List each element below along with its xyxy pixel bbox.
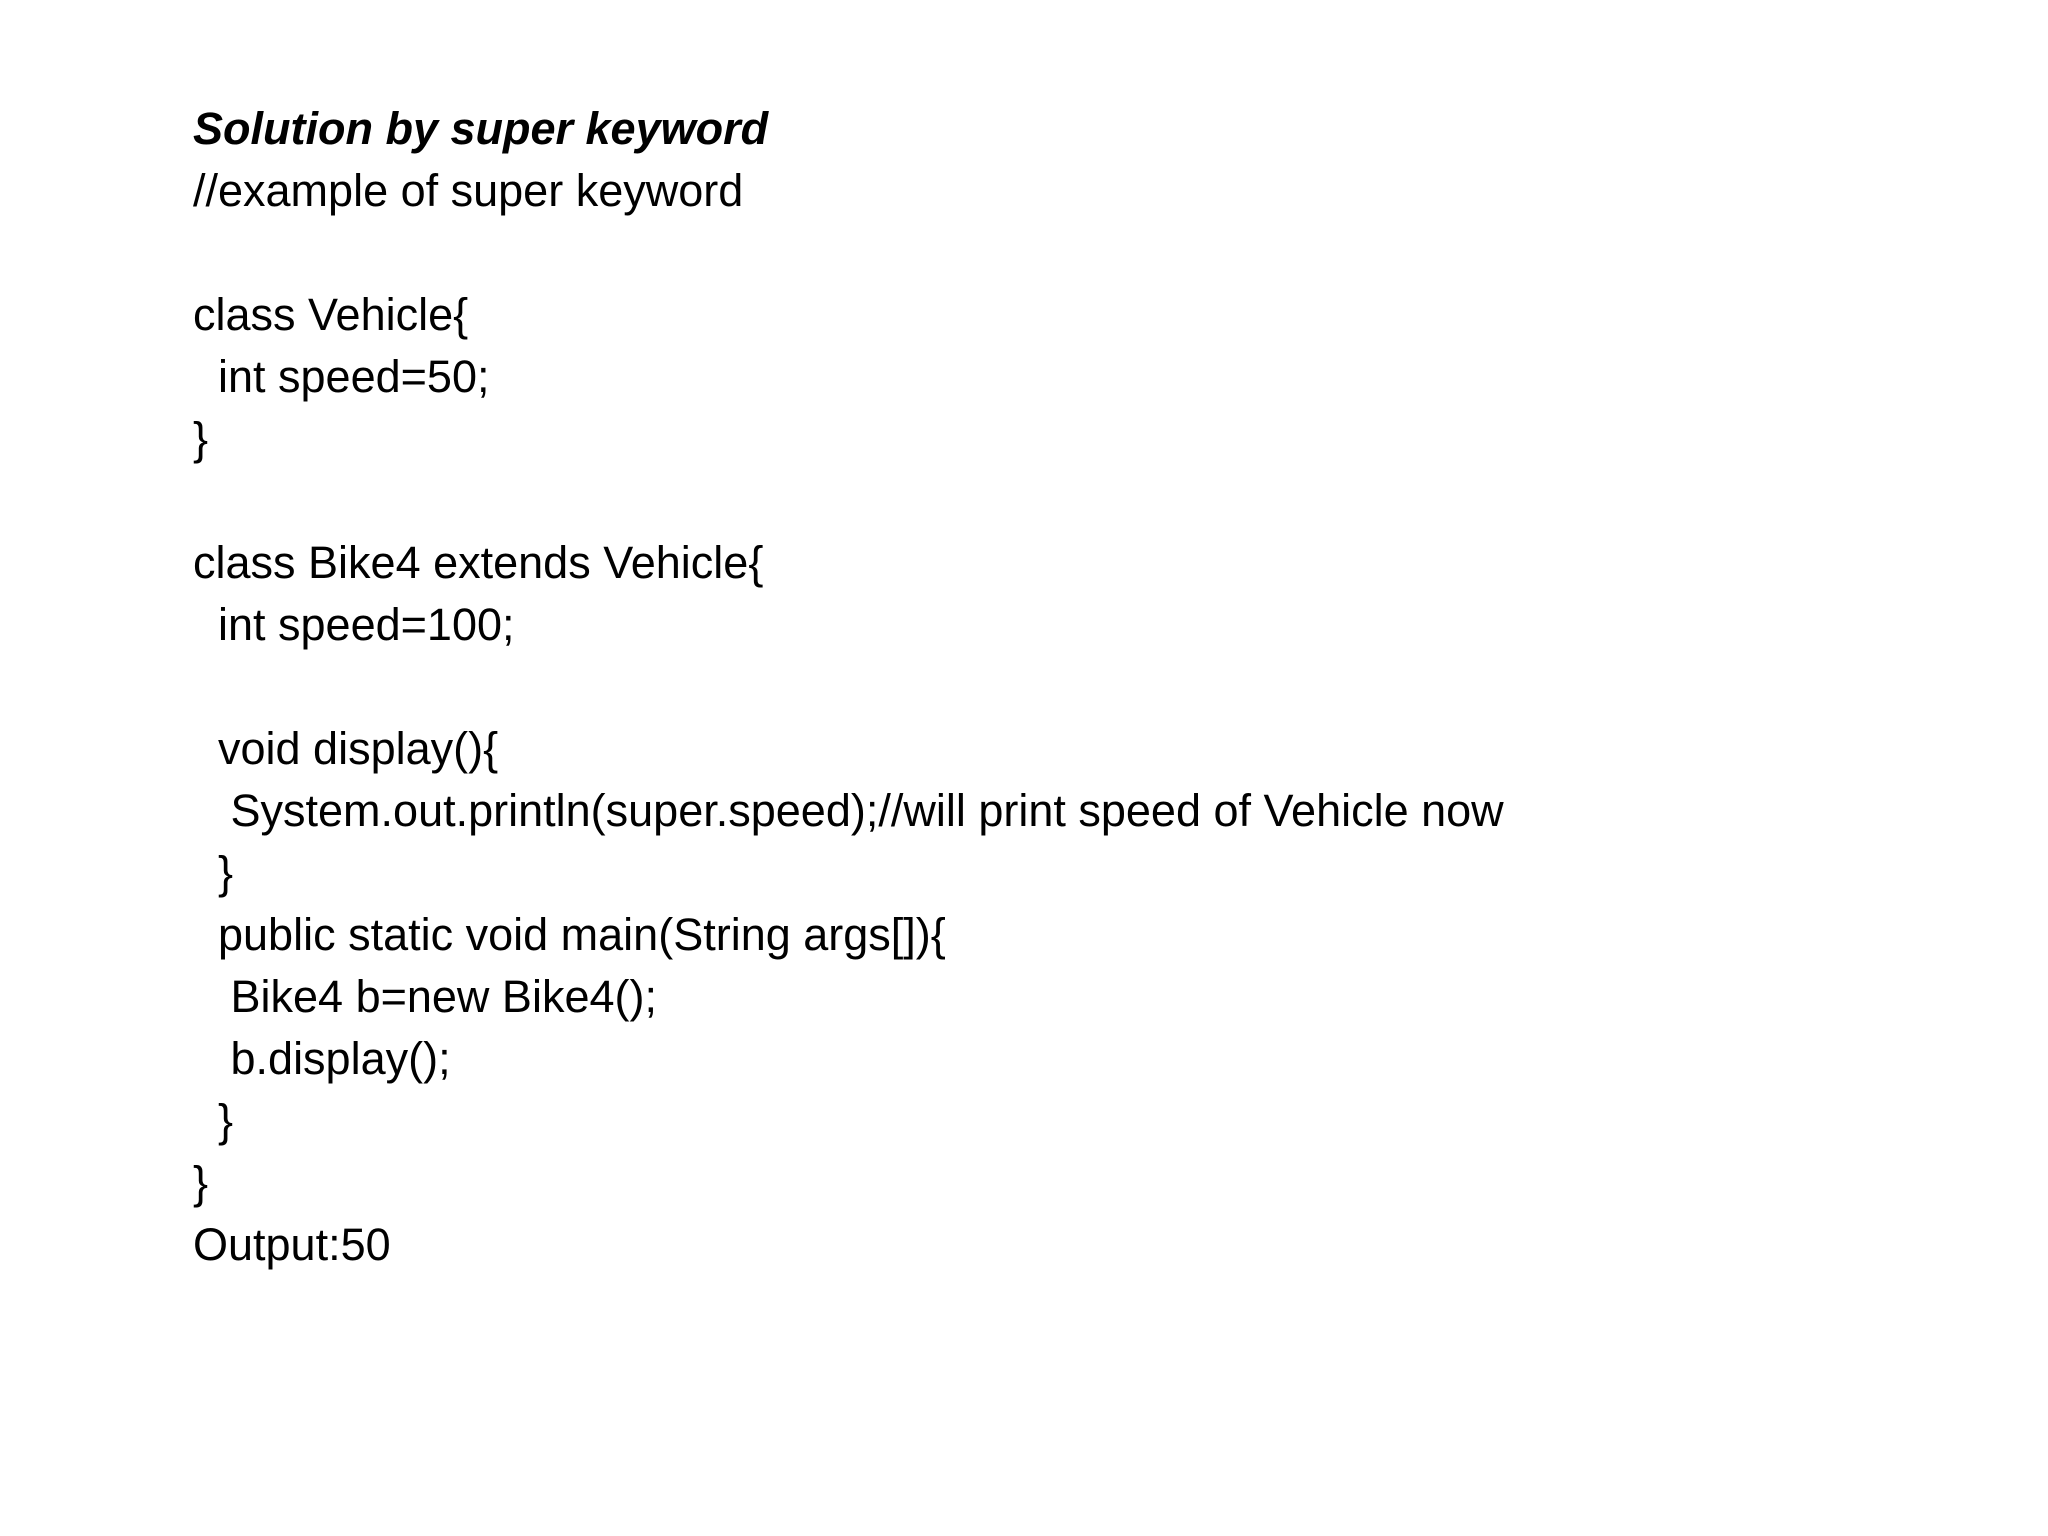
vehicle-class-declaration: class Vehicle{ (193, 289, 469, 340)
println-statement: System.out.println(super.speed);//will print speed of Vehicle now (193, 785, 1504, 836)
slide-content (193, 98, 1893, 1276)
display-method-declaration: void display(){ (193, 723, 499, 774)
bike4-class-close: } (193, 1157, 209, 1208)
bike4-class-declaration: class Bike4 extends Vehicle{ (193, 537, 764, 588)
blank-line (193, 470, 1893, 532)
display-call: b.display(); (193, 1033, 451, 1084)
blank-line (193, 656, 1893, 718)
code-comment-line: //example of super keyword (193, 165, 744, 216)
vehicle-class-close: } (193, 413, 209, 464)
main-method-declaration: public static void main(String args[]){ (193, 909, 946, 960)
bike4-speed-field: int speed=100; (193, 599, 515, 650)
bike4-instantiation: Bike4 b=new Bike4(); (193, 971, 657, 1022)
main-method-close: } (193, 1095, 234, 1146)
output-line: Output:50 (193, 1219, 391, 1270)
slide-heading: Solution by super keyword (193, 103, 769, 154)
vehicle-speed-field: int speed=50; (193, 351, 490, 402)
display-method-close: } (193, 847, 234, 898)
blank-line (193, 222, 1893, 284)
